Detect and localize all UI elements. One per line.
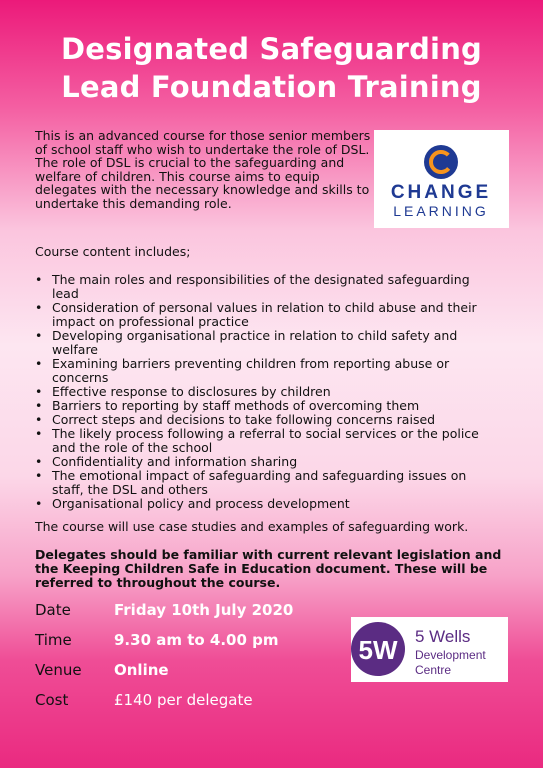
- cost-row: [35, 691, 345, 721]
- title-line-1: Designated Safeguarding: [60, 32, 483, 66]
- prerequisite-note: Delegates should be familiar with current relevant legislation and the Keeping Children Safe in Education document. These will be referred to throughout the course.: [35, 547, 502, 590]
- five-wells-line2: Development: [415, 648, 486, 662]
- list-item: • Barriers to reporting by staff methods of overcoming them: [35, 399, 495, 413]
- time-label: Time: [35, 631, 72, 649]
- closing-sentence: The course will use case studies and examples of safeguarding work.: [35, 519, 469, 534]
- list-item: • Examining barriers preventing children from reporting abuse or concerns: [35, 357, 495, 385]
- five-wells-name: 5 Wells: [415, 627, 471, 646]
- list-item: • The likely process following a referral to social services or the police and the role of the school: [35, 427, 495, 455]
- time-row: [35, 631, 345, 661]
- content-intro: Course content includes;: [35, 244, 191, 259]
- list-item: • The main roles and responsibilities of the designated safeguarding lead: [35, 273, 495, 301]
- cost-value: £140 per delegate: [114, 691, 253, 709]
- page-title: [0, 30, 543, 106]
- list-item: • Confidentiality and information sharing: [35, 455, 495, 469]
- logo-learning-word: LEARNING: [393, 203, 489, 219]
- time-value: 9.30 am to 4.00 pm: [114, 631, 279, 649]
- date-value: Friday 10th July 2020: [114, 601, 294, 619]
- date-label: Date: [35, 601, 71, 619]
- title-line-2: Lead Foundation Training: [61, 70, 482, 104]
- list-item: • Organisational policy and process development: [35, 497, 495, 511]
- list-item: • Correct steps and decisions to take following concerns raised: [35, 413, 495, 427]
- list-item: • Effective response to disclosures by children: [35, 385, 495, 399]
- change-learning-logo: [374, 130, 509, 228]
- five-wells-logo: [351, 617, 508, 682]
- venue-row: [35, 661, 345, 691]
- list-item: • The emotional impact of safeguarding and safeguarding issues on staff, the DSL and others: [35, 469, 495, 497]
- cost-label: Cost: [35, 691, 69, 709]
- list-item: • Developing organisational practice in relation to child safety and welfare: [35, 329, 495, 357]
- five-wells-line3: Centre: [415, 663, 452, 677]
- venue-value: Online: [114, 661, 169, 679]
- logo-change-word: CHANGE: [390, 182, 492, 203]
- five-wells-mark: 5W: [358, 635, 398, 665]
- date-row: [35, 601, 345, 631]
- list-item: • Consideration of personal values in relation to child abuse and their impact on professional practice: [35, 301, 495, 329]
- course-details: [35, 601, 345, 721]
- intro-paragraph: This is an advanced course for those senior members of school staff who wish to undertake the role of DSL. The role of DSL is crucial to the safeguarding and welfare of children. This course aims to equip delegates with the necessary knowledge and skills to undertake this demanding role.: [35, 128, 371, 211]
- venue-label: Venue: [35, 661, 82, 679]
- course-content-list: [35, 273, 495, 511]
